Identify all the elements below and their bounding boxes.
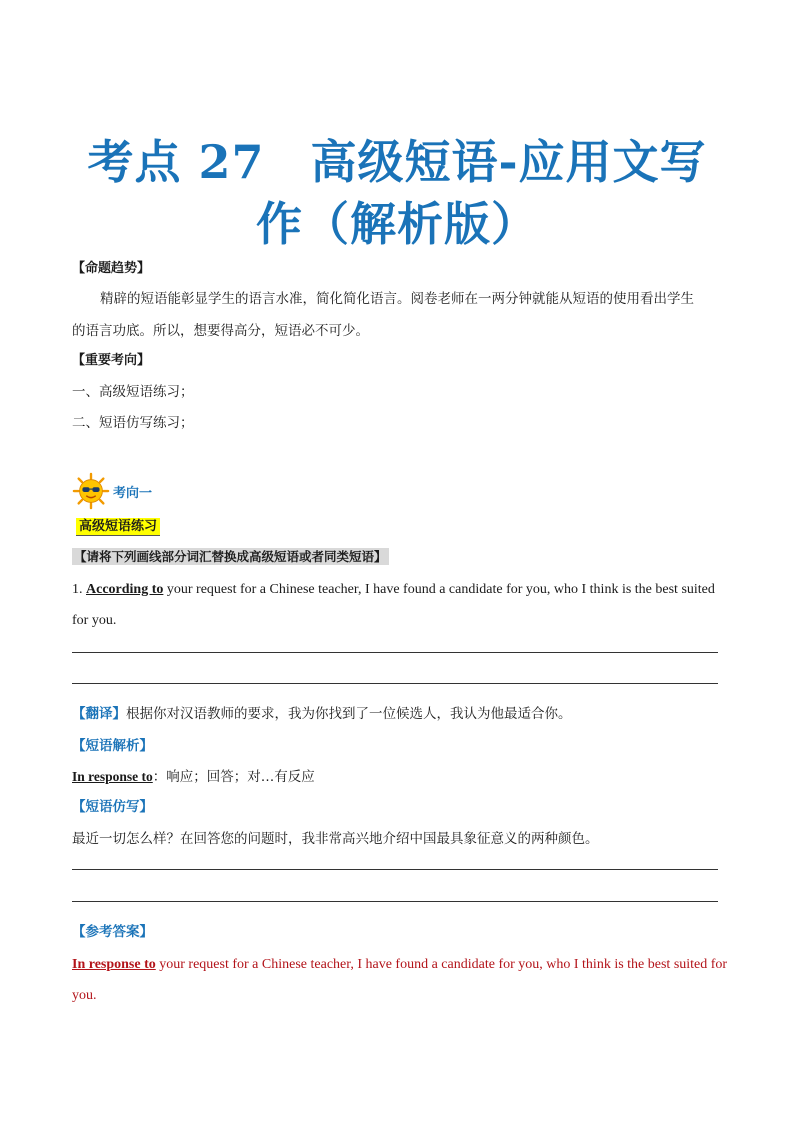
answer-label: 【参考答案】 bbox=[72, 924, 153, 940]
imitation-blank-line-1 bbox=[72, 869, 718, 870]
direction-heading: 【重要考向】 bbox=[72, 353, 151, 368]
section-label: 考向一 bbox=[113, 486, 153, 501]
answer-line2: you. bbox=[72, 988, 97, 1003]
translation-label: 【翻译】 bbox=[72, 706, 126, 722]
analysis-phrase: In response to bbox=[72, 769, 153, 784]
imitation-blank-line-2 bbox=[72, 901, 718, 902]
question-underlined-phrase: According to bbox=[86, 582, 164, 597]
title-topic-name: 高级短语-应用文写 bbox=[310, 135, 707, 189]
trend-heading: 【命题趋势】 bbox=[72, 261, 151, 276]
answer-blank-line-1 bbox=[72, 652, 718, 653]
instruction-wrap bbox=[72, 548, 389, 566]
imitation-prompt: 最近一切怎么样？在回答您的问题时，我非常高兴地介绍中国最具象征意义的两种颜色。 bbox=[72, 831, 599, 847]
answer-line1 bbox=[72, 956, 727, 974]
question-line1 bbox=[72, 581, 715, 599]
answer-phrase: In response to bbox=[72, 957, 156, 972]
trend-paragraph-line2: 的语言功底。所以，想要得高分，短语必不可少。 bbox=[72, 323, 369, 339]
direction-item-2: 二、短语仿写练习； bbox=[72, 415, 194, 431]
title-topic-number: 考点 27 bbox=[87, 135, 265, 189]
page-title-line1 bbox=[0, 126, 794, 192]
question-text: your request for a Chinese teacher, I have found a candidate for you, who I think is the best suited bbox=[163, 582, 715, 597]
sun-with-sunglasses-icon bbox=[72, 472, 110, 510]
section-subtitle-wrap bbox=[76, 517, 160, 536]
analysis-label: 【短语解析】 bbox=[72, 738, 153, 754]
translation-row bbox=[72, 705, 572, 723]
imitation-label: 【短语仿写】 bbox=[72, 799, 153, 815]
answer-text: your request for a Chinese teacher, I have found a candidate for you, who I think is the best suited for bbox=[155, 957, 728, 972]
page-title-line2: 作（解析版） bbox=[256, 197, 538, 251]
answer-blank-line-2 bbox=[72, 683, 718, 684]
instruction-text: 【请将下列画线部分词汇替换成高级短语或者同类短语】 bbox=[74, 549, 387, 564]
analysis-row bbox=[72, 768, 315, 786]
section-subtitle: 高级短语练习 bbox=[76, 518, 160, 536]
question-number: 1. bbox=[72, 582, 86, 597]
analysis-meaning: ：响应；回答；对…有反应 bbox=[152, 769, 315, 785]
trend-paragraph-line1: 精辟的短语能彰显学生的语言水准，简化简化语言。阅卷老师在一两分钟就能从短语的使用看出学生 bbox=[100, 291, 694, 307]
direction-item-1: 一、高级短语练习； bbox=[72, 384, 194, 400]
translation-text: 根据你对汉语教师的要求，我为你找到了一位候选人，我认为他最适合你。 bbox=[126, 706, 572, 722]
question-line2: for you. bbox=[72, 613, 117, 628]
